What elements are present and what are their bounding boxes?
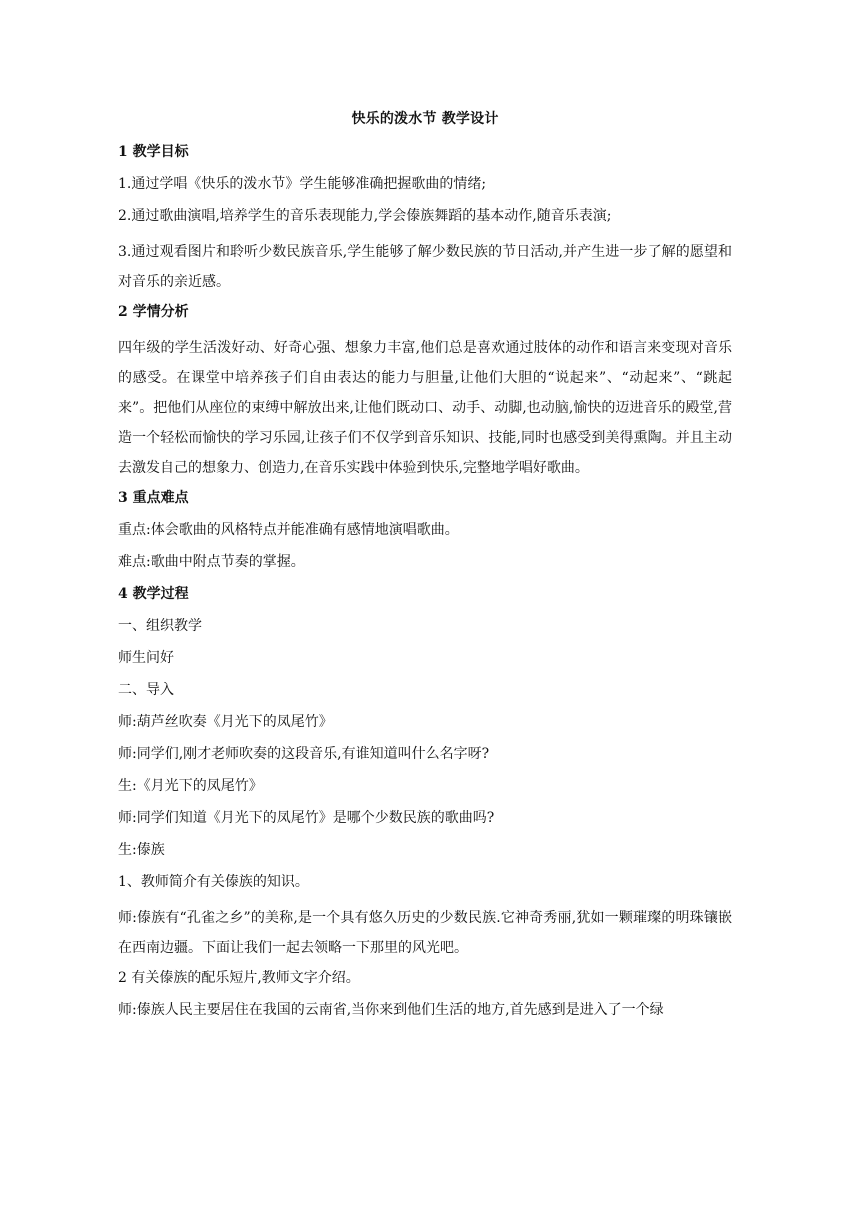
section-heading-key-points: 3 重点难点 [118, 490, 189, 506]
document-body [118, 108, 732, 1031]
process-greeting: 师生问好 [118, 650, 174, 666]
dialogue-3: 生:《月光下的凤尾竹》 [118, 778, 263, 794]
dialogue-7: 师:傣族人民主要居住在我国的云南省,当你来到他们生活的地方,首先感到是进入了一个绿 [118, 1002, 664, 1018]
difficult-point: 难点:歌曲中附点节奏的掌握。 [118, 554, 305, 570]
objective-2: 2.通过歌曲演唱,培养学生的音乐表现能力,学会傣族舞蹈的基本动作,随音乐表演; [118, 208, 612, 224]
objective-3: 3.通过观看图片和聆听少数民族音乐,学生能够了解少数民族的节日活动,并产生进一步了解的愿望和对音乐的亲近感。 [118, 244, 732, 290]
dialogue-1: 师:葫芦丝吹奏《月光下的凤尾竹》 [118, 714, 333, 730]
dialogue-4: 师:同学们知道《月光下的凤尾竹》是哪个少数民族的歌曲吗? [118, 810, 495, 826]
dialogue-2: 师:同学们,刚才老师吹奏的这段音乐,有谁知道叫什么名字呀? [118, 746, 490, 762]
subitem-1: 1、教师简介有关傣族的知识。 [118, 874, 309, 890]
process-step-1: 一、组织教学 [118, 618, 202, 634]
key-point: 重点:体会歌曲的风格特点并能准确有感情地演唱歌曲。 [118, 522, 459, 538]
document-title: 快乐的泼水节 教学设计 [351, 111, 499, 127]
dialogue-5: 生:傣族 [118, 842, 165, 858]
analysis-paragraph: 四年级的学生活泼好动、好奇心强、想象力丰富,他们总是喜欢通过肢体的动作和语言来变现对音乐的感受。在课堂中培养孩子们自由表达的能力与胆量,让他们大胆的“说起来”、“动起来”、“跳起来”。把他们从座位的束缚中解放出来,让他们既动口、动手、动脚,也动脑,愉快的迈进音乐的殿堂,营造一个轻松而愉快的学习乐园,让孩子们不仅学到音乐知识、技能,同时也感受到美得熏陶。并且主动去激发自己的想象力、创造力,在音乐实践中体验到快乐,完整地学唱好歌曲。 [118, 340, 732, 476]
dialogue-6: 师:傣族有“孔雀之乡”的美称,是一个具有悠久历史的少数民族.它神奇秀丽,犹如一颗璀璨的明珠镶嵌在西南边疆。下面让我们一起去领略一下那里的风光吧。 [118, 910, 732, 956]
section-heading-process: 4 教学过程 [118, 586, 189, 602]
subitem-2: 2 有关傣族的配乐短片,教师文字介绍。 [118, 970, 360, 986]
document-blocks [118, 141, 732, 1021]
process-step-2: 二、导入 [118, 682, 174, 698]
section-heading-analysis: 2 学情分析 [118, 304, 189, 320]
section-heading-objectives: 1 教学目标 [118, 144, 189, 160]
objective-1: 1.通过学唱《快乐的泼水节》学生能够准确把握歌曲的情绪; [118, 176, 487, 192]
